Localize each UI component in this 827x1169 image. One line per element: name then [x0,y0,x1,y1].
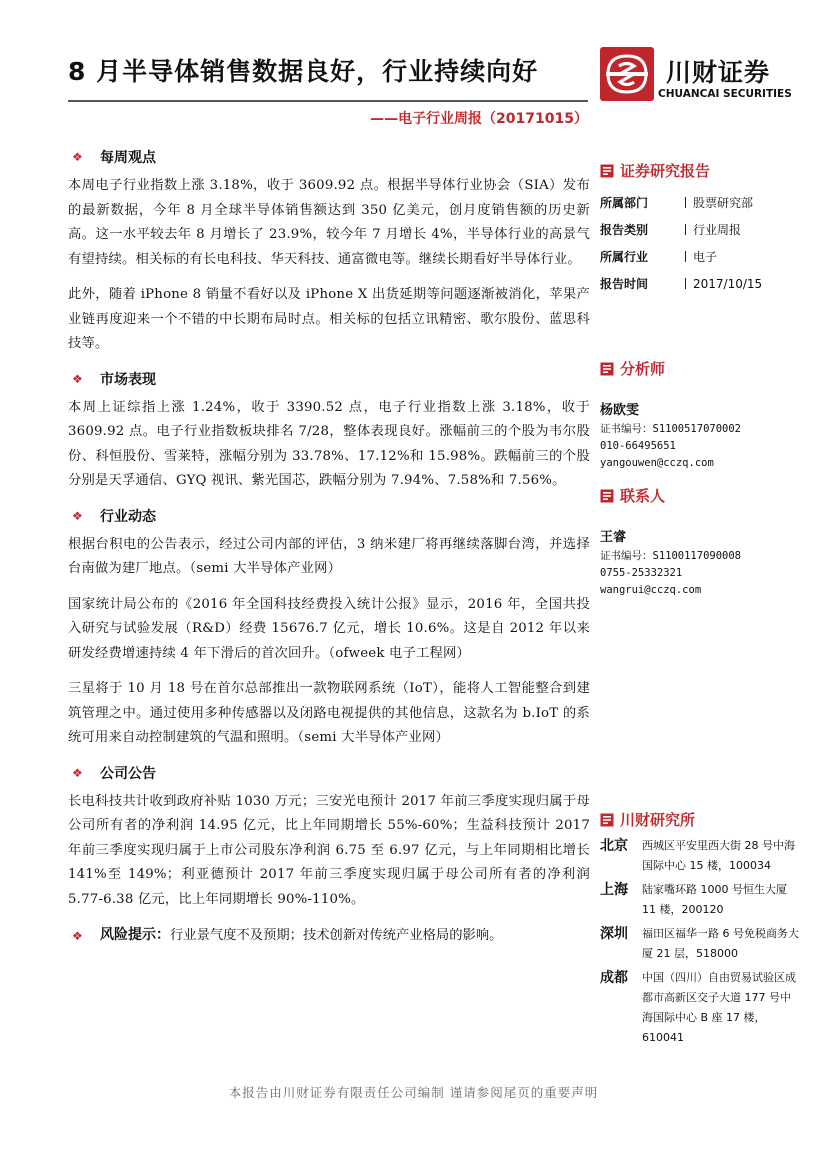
office-shanghai [600,880,800,920]
analyst-phone: 010-66495651 [600,440,676,452]
info-label: 报告类别 [600,223,649,237]
info-row-industry [600,243,800,270]
company-logo [600,47,800,107]
risk-label: 风险提示： [100,927,170,943]
section-title: 市场表现 [100,371,156,388]
office-chengdu [600,968,800,1048]
section-title: 每周观点 [100,150,156,166]
contact-email: wangrui@cczq.com [600,584,702,596]
analyst-name: 杨欧雯 [600,403,640,418]
contact-cert: 证书编号：S1100117090008 [600,550,742,562]
contact-box [600,485,800,599]
diamond-bullet-icon: ❖ [72,150,83,164]
office-address: 西城区平安里西大街 28 号中海国际中心 15 楼，100034 [642,839,795,872]
footer-disclaimer: 本报告由川财证券有限责任公司编制 谨请参阅尾页的重要声明 [228,1085,599,1100]
paragraph: 此外，随着 iPhone 8 销量不看好以及 iPhone X 出货延期等问题逐渐被消化，苹果产业链再度迎来一个不错的中长期布局时点。相关标的包括立讯精密、歌尔股份、蓝思科技等。 [68,287,590,351]
main-content [68,146,590,948]
info-label: 所属行业 [600,250,649,264]
section-weekly-view-header [72,146,590,168]
analyst-title-text: 分析师 [620,360,666,378]
analyst-box [600,358,800,472]
report-title: 8 月半导体销售数据良好，行业持续向好 [68,57,539,86]
paragraph: 根据台积电的公告表示，经过公司内部的评估，3 纳米建厂将再继续落脚台湾，并选择台南做为建厂地点。（semi 大半导体产业网） [68,536,590,576]
office-address: 中国（四川）自由贸易试验区成都市高新区交子大道 177 号中海国际中心 B 座 17 楼，610041 [642,971,796,1044]
diamond-bullet-icon: ❖ [72,371,83,386]
info-value: 股票研究部 [685,194,753,211]
contact-phone: 0755-25332321 [600,567,683,579]
office-beijing [600,836,800,876]
report-info-title-text: 证券研究报告 [620,162,711,180]
info-label: 所属部门 [600,196,649,210]
info-row-date [600,270,800,297]
info-value: 2017/10/15 [685,277,762,291]
diamond-bullet-icon: ❖ [72,508,83,523]
office-shenzhen [600,924,800,964]
info-row-category [600,216,800,243]
paragraph: 长电科技共计收到政府补贴 1030 万元；三安光电预计 2017 年前三季度实现归属于母公司所有者的净利润 14.95 亿元，比上年同期增长 55%-60%；生益科技预计 2017 年前三季度实现归属于上市公司股东净利润 6.75 至 6.97 亿元，与上年同期相比增长 141%至 149%；利亚德预计 2017 年前三季度实现归属于母公司所有者的净利润 5.77-6.38 亿元，比上年同期增长 90%-110%。 [68,793,590,907]
info-value: 电子 [685,248,717,265]
risk-warning [72,923,590,948]
contact-title-text: 联系人 [620,487,666,505]
section-title: 行业动态 [100,508,156,525]
info-value: 行业周报 [685,221,741,238]
report-subtitle: ——电子行业周报（20171015） [370,111,588,127]
paragraph: 本周上证综指上涨 1.24%，收于 3390.52 点，电子行业指数上涨 3.18%，收于 3609.92 点。电子行业指数板块排名 7/28，整体表现良好。涨幅前三的个股为韦尔股份、科恒股份、雪莱特，涨幅分别为 33.78%、17.12%和 15.98%。跌幅前三的个股分别是天孚通信、GYQ 视讯、紫光国芯，跌幅分别为 7.94%、7.58%和 7.56%。 [68,399,590,488]
section-industry-header [72,505,590,527]
chuancai-logo-icon [600,47,654,101]
diamond-bullet-icon: ❖ [72,765,83,780]
document-icon [600,362,614,376]
report-info-box [600,160,800,297]
diamond-bullet-icon: ❖ [72,928,83,943]
paragraph: 本周电子行业指数上涨 3.18%，收于 3609.92 点。根据半导体行业协会（SIA）发布的最新数据，今年 8 月全球半导体销售额达到 350 亿美元，创月度销售额的历史新高。这一水平较去年 8 月增长了 23.9%，较今年 7 月增长 4%，半导体行业的高景气有望持续。相关标的有长电科技、华天科技、通富微电等。继续长期看好半导体行业。 [68,178,590,267]
info-label: 报告时间 [600,277,649,291]
section-market-header [72,368,590,390]
institute-title [600,809,800,830]
office-address: 陆家嘴环路 1000 号恒生大厦 11 楼，200120 [642,883,787,916]
contact-name: 王睿 [600,530,627,545]
document-icon [600,164,614,178]
logo-chinese-name: 川财证券 [666,58,771,87]
institute-box [600,809,800,1052]
logo-english-name: CHUANCAI SECURITIES [658,88,792,100]
document-icon [600,813,614,827]
analyst-cert: 证书编号：S1100517070002 [600,423,742,435]
report-info-title [600,160,800,181]
section-company-header [72,762,590,784]
office-city: 深圳 [600,926,628,942]
office-city: 上海 [600,882,628,898]
info-row-department [600,189,800,216]
paragraph: 三星将于 10 月 18 号在首尔总部推出一款物联网系统（IoT），能将人工智能整合到建筑管理之中。通过使用多种传感器以及闭路电视提供的其他信息，这款名为 b.IoT 的系统可用来自动控制建筑的气温和照明。（semi 大半导体产业网） [68,681,590,745]
section-title: 公司公告 [100,765,156,782]
office-city: 成都 [600,970,628,986]
analyst-email: yangouwen@cczq.com [600,457,714,469]
document-icon [600,489,614,503]
paragraph: 国家统计局公布的《2016 年全国科技经费投入统计公报》显示，2016 年，全国共投入研究与试验发展（R&D）经费 15676.7 亿元，增长 10.6%。这是自 2012 年以来研发经费增速持续 4 年下滑后的首次回升。（ofweek 电子工程网） [68,596,590,661]
analyst-title [600,358,800,379]
office-city: 北京 [600,838,628,854]
office-address: 福田区福华一路 6 号免税商务大厦 21 层，518000 [642,927,799,960]
risk-text: 行业景气度不及预期；技术创新对传统产业格局的影响。 [170,928,503,943]
institute-title-text: 川财研究所 [620,811,696,829]
header-divider [68,100,588,102]
contact-title [600,485,800,506]
